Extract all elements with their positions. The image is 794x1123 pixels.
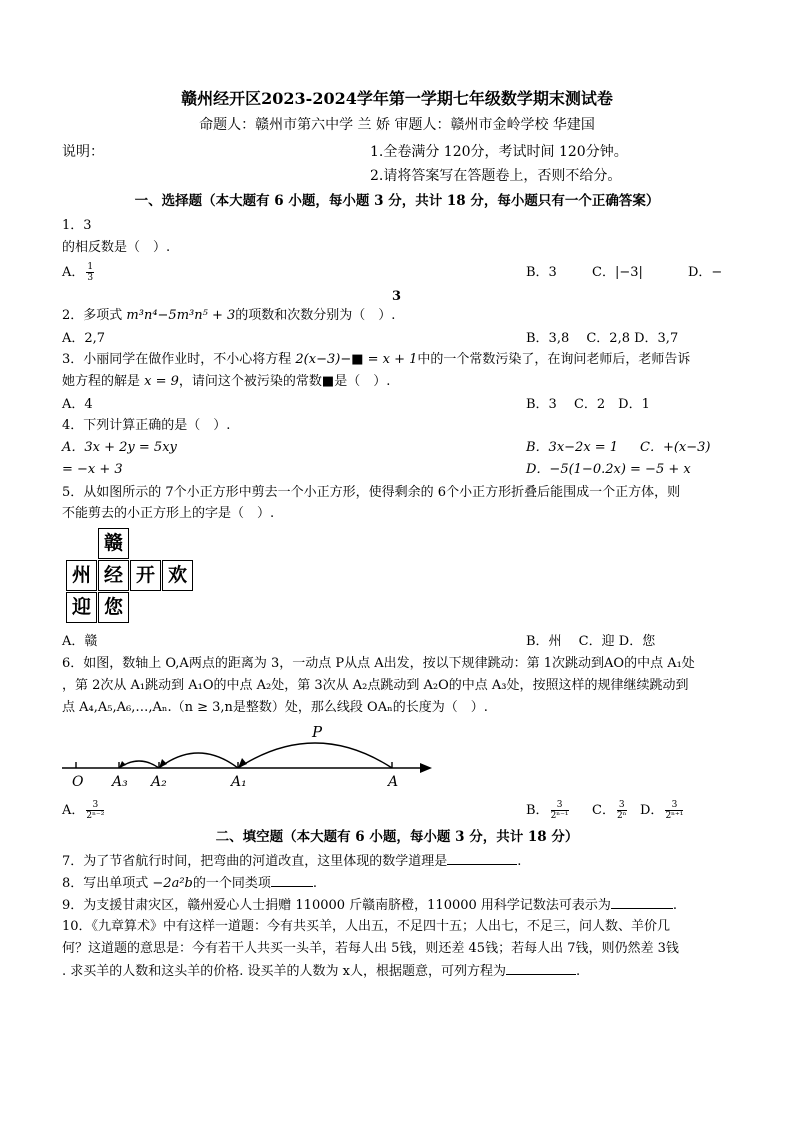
net-cell-4: 开 [130, 560, 161, 591]
q1-a-label: A． [62, 265, 85, 280]
q6-c-fraction [617, 800, 627, 821]
section-1-heading: 一、选择题（本大题有 6 小题，每小题 3 分，共计 18 分，每小题只有一个正确答案） [134, 193, 660, 209]
q5-options-bcd: B．州 C．迎 D．您 [526, 634, 656, 649]
net-cell-1: 赣 [98, 528, 129, 559]
q3-pre-2: 她方程的解是 [62, 374, 145, 389]
page-title: 赣州经开区2023-2024学年第一学期七年级数学期末测试卷 [181, 89, 613, 108]
note-label: 说明： [62, 144, 104, 160]
q2-options-bcd: B．3,8 C．2,8 D．3,7 [526, 331, 679, 346]
q8-post: 的一个同类项 [192, 876, 271, 891]
q10-end: . [576, 964, 581, 979]
q5-stem-1: 5．从如图所示的 7个小正方形中剪去一个小正方形，使得剩余的 6个小正方形折叠后能围成一个正方体，则 [62, 485, 681, 500]
q6-a-fraction [86, 800, 104, 821]
label-a2: A₂ [151, 774, 167, 790]
label-o: O [72, 774, 84, 790]
net-cell-6: 迎 [66, 592, 97, 623]
q1-a-den: 3 [87, 273, 94, 283]
q6-option-a [62, 800, 106, 821]
q1-option-b: B．3 [526, 265, 557, 280]
q2-option-a: A．2,7 [62, 331, 106, 346]
q9-text: 9．为支援甘肃灾区，赣州爱心人士捐赠 110000 斤赣南脐橙，110000 用科学记数法可表示为 [62, 898, 611, 913]
q7 [62, 853, 521, 870]
q6-stem-3: 点 A₄,A₅,A₆,…,Aₙ.（n ≥ 3,n是整数）处，那么线段 OAₙ的长度为（ ）. [62, 700, 488, 715]
jump-arc-1 [238, 743, 392, 768]
q2-expression: m³n⁴−5m³n⁵ + 3 [126, 308, 236, 323]
q1-stem-2: 的相反数是（ ）. [62, 240, 171, 255]
arc-arrow-3-icon [119, 761, 126, 768]
section-2-heading: 二、填空题（本大题有 6 小题，每小题 3 分，共计 18 分） [215, 829, 579, 845]
q3-options-bcd: B．3 C．2 D．1 [526, 397, 650, 412]
q6-c-num: 3 [618, 800, 625, 810]
q3-stem-1 [62, 352, 690, 368]
arc-arrow-1-icon [238, 758, 247, 768]
q10-line-3-text: . 求买羊的人数和这头羊的价格. 设买羊的人数为 x人，根据题意，可列方程为 [62, 964, 506, 979]
q3-stem-2 [62, 374, 390, 390]
q6-d-num: 3 [665, 800, 683, 811]
q1-option-d-denominator: 3 [392, 289, 402, 304]
q6-option-b [526, 800, 571, 821]
q7-end: . [517, 854, 522, 869]
q6-c-label: C． [592, 803, 615, 818]
q3-post-2: ，请问这个被污染的常数■是（ ）. [178, 374, 391, 389]
net-cell-5: 欢 [162, 560, 193, 591]
q4-option-b: B．3x−2x = 1 [526, 440, 619, 455]
q6-b-fraction [551, 800, 569, 821]
label-a3: A₃ [112, 774, 128, 790]
note-2: 2.请将答案写在答题卷上，否则不给分。 [370, 168, 622, 184]
q3-option-a: A．4 [62, 397, 93, 412]
q3-solution: x = 9 [144, 374, 179, 389]
q5-option-a: A．赣 [62, 634, 98, 649]
jump-arc-2 [159, 753, 238, 768]
q8-pre: 8．写出单项式 [62, 876, 153, 891]
q6-b-label: B． [526, 803, 549, 818]
q1-option-d: D．− [688, 265, 723, 280]
q10-line-3 [62, 963, 580, 980]
q6-a-den: 2ⁿ⁻² [86, 811, 105, 821]
label-a1: A₁ [231, 774, 247, 790]
q3-post: 中的一个常数污染了，在询问老师后，老师告诉 [417, 352, 691, 367]
q1-a-fraction [86, 262, 94, 283]
q1-option-c: C．|−3| [592, 265, 643, 280]
q1-a-num: 1 [87, 262, 94, 272]
q6-d-fraction [665, 800, 683, 821]
authors-line: 命题人：赣州市第六中学 兰 娇 审题人：赣州市金岭学校 华建国 [199, 117, 595, 133]
q3-expression: 2(x−3)−■ = x + 1 [295, 352, 418, 367]
q2-pre: 2．多项式 [62, 308, 127, 323]
q6-option-c [592, 800, 629, 821]
q10-answer-blank [506, 963, 576, 975]
q6-option-d [640, 800, 685, 821]
net-cell-7: 您 [98, 592, 129, 623]
axis-arrow-icon [420, 763, 432, 773]
q8-end: . [312, 876, 318, 891]
number-line-figure [60, 722, 440, 792]
q6-d-den: 2ⁿ⁺¹ [665, 811, 684, 821]
q6-d-label: D． [640, 803, 664, 818]
q6-a-label: A． [62, 803, 85, 818]
q9 [62, 897, 677, 914]
q2-post: 的项数和次数分别为（ ）. [235, 308, 396, 323]
q6-c-den: 2ⁿ [616, 811, 627, 821]
q7-answer-blank [447, 853, 517, 865]
q8-expression: −2a²b [152, 876, 193, 891]
q2-stem [62, 308, 395, 324]
q1-option-a [62, 262, 96, 283]
q3-pre: 3．小丽同学在做作业时，不小心将方程 [62, 352, 296, 367]
note-1: 1.全卷满分 120分，考试时间 120分钟。 [370, 144, 628, 160]
q6-b-den: 2ⁿ⁻¹ [550, 811, 569, 821]
q4-stem: 4．下列计算正确的是（ ）. [62, 418, 231, 433]
q6-stem-1: 6．如图，数轴上 O,A两点的距离为 3，一动点 P从点 A出发，按以下规律跳动：第 1次跳动到AO的中点 A₁处 [62, 656, 695, 671]
q9-end: . [672, 898, 678, 913]
q10-line-1: 10．《九章算术》中有这样一道题：今有共买羊，人出五，不足四十五；人出七，不足三，问人数、羊价几 [62, 919, 671, 934]
q8-answer-blank [271, 875, 313, 887]
q6-b-num: 3 [551, 800, 569, 811]
q6-a-num: 3 [86, 800, 104, 811]
q8 [62, 875, 317, 892]
label-a: A [388, 774, 399, 790]
arc-arrow-2-icon [159, 759, 167, 768]
q9-answer-blank [611, 897, 673, 909]
net-cell-3: 经 [98, 560, 129, 591]
net-cell-2: 州 [66, 560, 97, 591]
q4-option-c: C．+(x−3) [640, 440, 711, 455]
q7-text: 7．为了节省航行时间，把弯曲的河道改直，这里体现的数学道理是 [62, 854, 448, 869]
q5-stem-2: 不能剪去的小正方形上的字是（ ）. [62, 506, 275, 521]
q10-line-2: 何？这道题的意思是：今有若干人共买一头羊，若每人出 5钱，则还差 45钱；若每人出 7钱，则仍然差 3钱 [62, 941, 679, 956]
q6-stem-2: ，第 2次从 A₁跳动到 A₁O的中点 A₂处，第 3次从 A₂点跳动到 A₂O的中点 A₃处，按照这样的规律继续跳动到 [62, 678, 689, 693]
q4-option-c-cont: = −x + 3 [62, 462, 123, 477]
q1-stem-1: 1．3 [62, 218, 92, 233]
label-p: P [312, 723, 323, 741]
q4-option-a: A．3x + 2y = 5xy [62, 440, 177, 455]
q4-option-d: D．−5(1−0.2x) = −5 + x [526, 462, 691, 477]
